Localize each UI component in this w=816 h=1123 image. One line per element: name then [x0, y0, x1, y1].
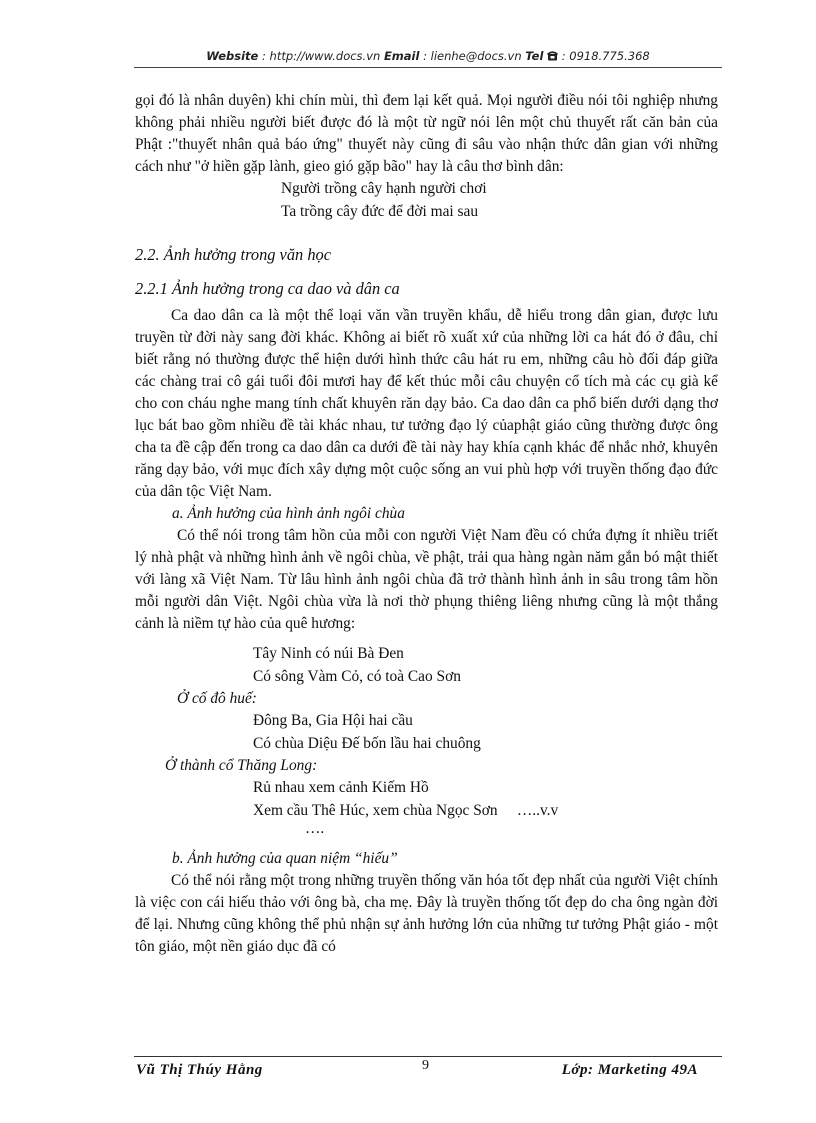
verse-tay-ninh	[135, 643, 718, 688]
verse-line: Có chùa Diệu Đế bốn lầu hai chuông	[253, 734, 481, 752]
filial-piety-paragraph: Có thể nói rằng một trong những truyền thống văn hóa tốt đẹp nhất của người Việt chính là việc con cái hiếu thảo với ông bà, cha mẹ. Đây là truyền thống tốt đẹp do cha ông ngàn đời để lại. Nhưng cũng không thể phủ nhận sự ảnh hưởng lớn của những tư tưởng Phật giáo - một tôn giáo, một nền giáo dục đã có	[135, 872, 718, 955]
website-value: : http://www.docs.vn	[258, 49, 384, 63]
place-label-hue: Ở cố đô huế:	[177, 690, 257, 707]
email-label: Email	[383, 49, 420, 63]
header-rule	[134, 67, 722, 68]
tel-value: : 0918.775.368	[558, 49, 650, 63]
intro-paragraph: gọi đó là nhân duyên) khi chín mùi, thì đem lại kết quả. Mọi người điều nói tôi nghiệp nhưng không phải nhiều người biết được đó là một từ ngữ nói lên một chủ thuyết rất căn bản của Phật :"thuyết nhân quả báo ứng" thuyết này cũng đi sâu vào nhận thức dân gian với những cách như "ở hiền gặp lành, gieo gió gặp bão" hay là câu thơ bình dân:	[135, 92, 718, 175]
verse-line: Có sông Vàm Cỏ, có toà Cao Sơn	[253, 667, 461, 685]
verse-line: Rủ nhau xem cảnh Kiếm Hồ	[253, 779, 429, 796]
footer-author: Vũ Thị Thúy Hằng	[136, 1062, 263, 1078]
ca-dao-paragraph: Ca dao dân ca là một thể loại văn vần truyền khẩu, dễ hiểu trong dân gian, được lưu truyền từ đời này sang đời khác. Không ai biết rõ xuất xứ của những lời ca hát đó ở đâu, chỉ biết rằng nó thường được thể hiện dưới hình thức câu hát ru em, những câu hò đối đáp giữa các chàng trai cô gái tuổi đôi mươi hay để kết thúc mỗi câu chuyện cổ tích mà các cụ già kể cho con cháu nghe mang tính chất khuyên răn dạy bảo. Ca dao dân ca phổ biến dưới dạng thơ lục bát bao gồm nhiều đề tài khác nhau, tư tưởng đạo lý củaphật giáo cũng thường được ông cha ta đề cập đến trong ca dao dân ca dưới đề tài này hay khía cạnh khác để nhắc nhở, khuyên răng dạy bảo, với mục đích xây dựng một cuộc sống an vui phù hợp với truyền thống đạo đức của dân tộc Việt Nam.	[135, 307, 718, 500]
verse-line: Người trồng cây hạnh người chơi	[281, 180, 487, 197]
email-value: : lienhe@docs.vn	[419, 49, 526, 63]
verse-line: Ta trồng cây đức để đời mai sau	[281, 202, 479, 220]
footer-class: Lớp: Marketing 49A	[561, 1062, 698, 1078]
verse-line: Tây Ninh có núi Bà Đen	[253, 645, 404, 662]
page-number: 9	[422, 1058, 429, 1073]
verse-hue	[135, 710, 718, 755]
pagoda-paragraph: Có thể nói trong tâm hồn của mỗi con người Việt Nam đều có chứa đựng ít nhiều triết lý nhà phật và những hình ảnh về ngôi chùa, về phật, trải qua hàng ngàn năm gắn bó mật thiết với làng xã Việt Nam. Từ lâu hình ảnh ngôi chùa đã trở thành hình ảnh in sâu trong tâm hồn mỗi người dân Việt. Ngôi chùa vừa là nơi thờ phụng thiêng liêng nhưng cũng là một thắng cảnh là niềm tự hào của quê hương:	[135, 527, 718, 632]
page-footer	[134, 1058, 722, 1082]
page-header	[134, 49, 722, 63]
footer-rule	[134, 1056, 722, 1057]
verse-thang-long	[135, 777, 718, 822]
verse-line: Đông Ba, Gia Hội hai cầu	[253, 712, 413, 729]
section-heading-2-2-1: 2.2.1 Ảnh hưởng trong ca dao và dân ca	[135, 279, 400, 298]
website-label: Website	[206, 49, 259, 63]
document-body	[135, 90, 718, 958]
phone-icon	[547, 51, 558, 61]
place-label-thang-long: Ở thành cổ Thăng Long:	[165, 757, 318, 774]
intro-verse	[135, 178, 718, 223]
verse-line: Xem cầu Thê Húc, xem chùa Ngọc Sơn …..v.v	[253, 801, 559, 819]
subsection-heading-b: b. Ảnh hưởng của quan niệm “hiếu”	[172, 850, 398, 867]
subsection-heading-a: a. Ảnh hưởng của hình ảnh ngôi chùa	[172, 505, 405, 522]
section-heading-2-2: 2.2. Ảnh hưởng trong văn học	[135, 245, 331, 264]
tel-label: Tel	[525, 49, 544, 63]
verse-ellipsis: ….	[305, 820, 325, 837]
